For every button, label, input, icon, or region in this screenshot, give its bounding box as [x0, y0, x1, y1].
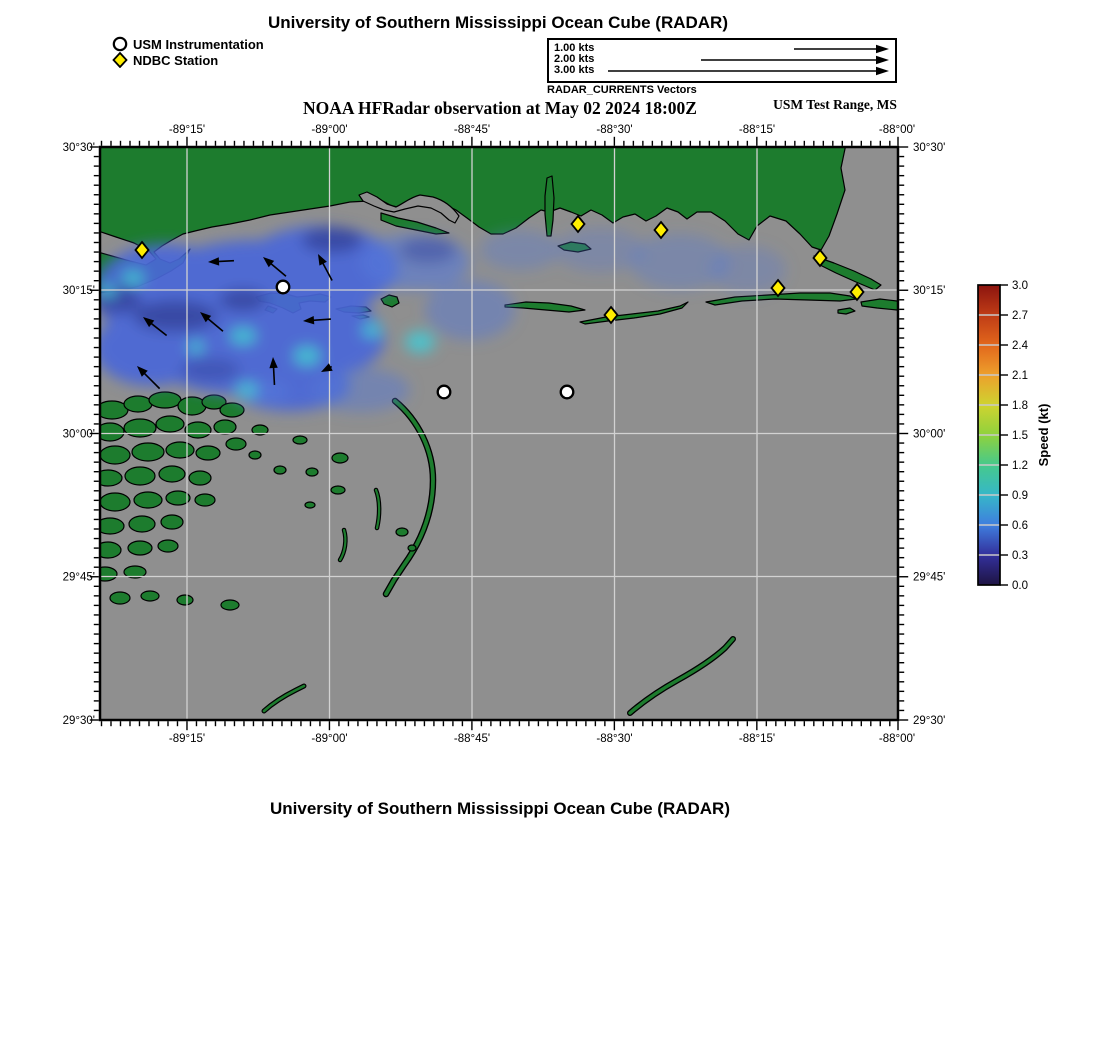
usm-instrument-marker — [561, 386, 574, 399]
speed-colorbar — [978, 280, 1051, 592]
vector-key-row-label: 1.00 kts — [554, 42, 595, 54]
svg-text:30°30': 30°30' — [62, 142, 95, 154]
usm-instrument-marker — [277, 281, 290, 294]
svg-text:0.0: 0.0 — [1012, 580, 1028, 592]
svg-text:0.3: 0.3 — [1012, 550, 1028, 562]
svg-text:-89°15': -89°15' — [168, 733, 206, 745]
vector-key-row-label: 3.00 kts — [554, 64, 595, 76]
svg-text:-88°15': -88°15' — [738, 124, 776, 136]
usm-instrument-marker — [438, 386, 451, 399]
vector-key-caption: RADAR_CURRENTS Vectors — [547, 84, 697, 96]
svg-text:-89°00': -89°00' — [311, 733, 348, 745]
svg-text:2.4: 2.4 — [1012, 340, 1028, 352]
svg-text:29°30': 29°30' — [913, 715, 946, 727]
region-label: USM Test Range, MS — [773, 97, 897, 112]
svg-text:30°00': 30°00' — [913, 428, 946, 441]
svg-text:-89°00': -89°00' — [311, 124, 348, 136]
map-subtitle: NOAA HFRadar observation at May 02 2024 18:00Z — [303, 98, 697, 118]
svg-text:-88°15': -88°15' — [738, 733, 776, 745]
colorbar-title: Speed (kt) — [1036, 403, 1051, 467]
page-title: University of Southern Mississippi Ocean Cube (RADAR) — [267, 13, 728, 32]
svg-text:-88°00': -88°00' — [878, 124, 916, 136]
bottom-title: University of Southern Mississippi Ocean Cube (RADAR) — [269, 799, 730, 818]
svg-text:1.8: 1.8 — [1012, 400, 1028, 412]
svg-text:-88°30': -88°30' — [596, 124, 633, 136]
svg-text:30°15': 30°15' — [62, 285, 95, 297]
legend-label: NDBC Station — [133, 52, 219, 68]
svg-text:29°45': 29°45' — [62, 571, 95, 584]
vector-key-row-label: 2.00 kts — [554, 53, 595, 65]
svg-text:30°00': 30°00' — [62, 428, 95, 441]
svg-text:29°30': 29°30' — [62, 715, 95, 727]
svg-text:1.5: 1.5 — [1012, 430, 1028, 442]
svg-text:30°15': 30°15' — [913, 285, 946, 297]
svg-text:-88°00': -88°00' — [878, 733, 916, 745]
svg-text:2.1: 2.1 — [1012, 370, 1028, 382]
svg-text:-88°30': -88°30' — [596, 733, 633, 745]
svg-text:-88°45': -88°45' — [453, 733, 491, 745]
svg-text:3.0: 3.0 — [1012, 280, 1028, 292]
svg-text:0.9: 0.9 — [1012, 490, 1028, 502]
svg-text:0.6: 0.6 — [1012, 520, 1028, 532]
svg-text:30°30': 30°30' — [913, 142, 946, 154]
svg-text:-89°15': -89°15' — [168, 124, 206, 136]
svg-text:29°45': 29°45' — [913, 571, 946, 584]
svg-text:2.7: 2.7 — [1012, 310, 1028, 322]
svg-text:-88°45': -88°45' — [453, 124, 491, 136]
svg-text:1.2: 1.2 — [1012, 460, 1028, 472]
legend-label: USM Instrumentation — [133, 36, 264, 52]
